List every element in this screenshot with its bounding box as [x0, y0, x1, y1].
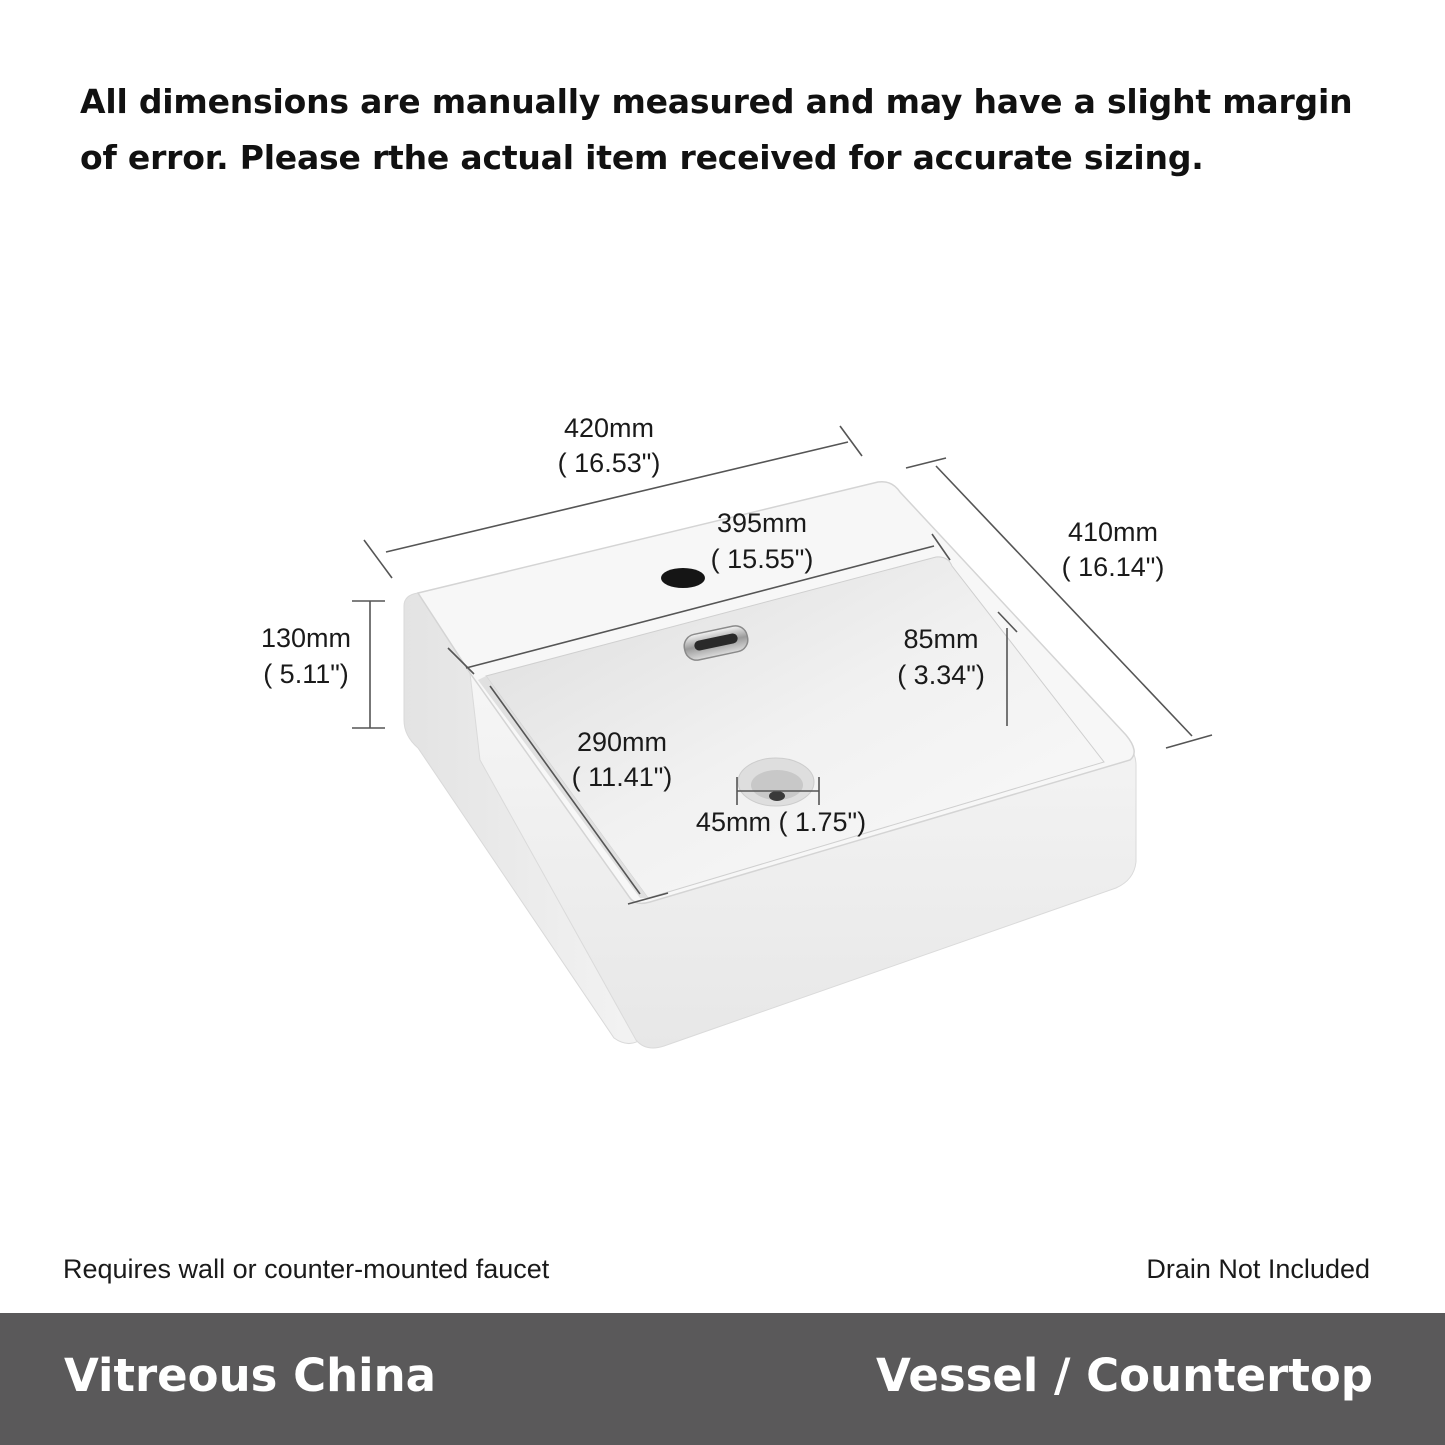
inner-width-inch: ( 11.41") [571, 762, 673, 792]
drain-note: Drain Not Included [1146, 1254, 1370, 1284]
height-mm: 130mm [260, 623, 352, 653]
inner-width-mm: 290mm [576, 727, 668, 757]
inner-length-inch: ( 15.55") [710, 544, 814, 574]
faucet-hole-icon [661, 568, 705, 588]
faucet-note: Requires wall or counter-mounted faucet [63, 1254, 550, 1284]
footer-bar [0, 1313, 1445, 1445]
overall-length-mm: 420mm [563, 413, 655, 443]
bowl-depth-mm: 85mm [903, 624, 979, 654]
bowl-depth-inch: ( 3.34") [897, 660, 985, 690]
height-inch: ( 5.11") [263, 659, 349, 689]
material-label: Vitreous China [64, 1349, 436, 1402]
drain-icon [738, 758, 814, 806]
installation-type-label: Vessel / Countertop [875, 1349, 1373, 1402]
overall-length-inch: ( 16.53") [557, 448, 661, 478]
overall-depth-mm: 410mm [1067, 517, 1159, 547]
overall-depth-inch: ( 16.14") [1061, 552, 1165, 582]
disclaimer-text: All dimensions are manually measured and may have a slight margin of error. Please rthe actual item received for accurate sizing. [80, 82, 1353, 177]
drain-diameter-label: 45mm ( 1.75") [695, 807, 867, 837]
inner-length-mm: 395mm [716, 508, 808, 538]
